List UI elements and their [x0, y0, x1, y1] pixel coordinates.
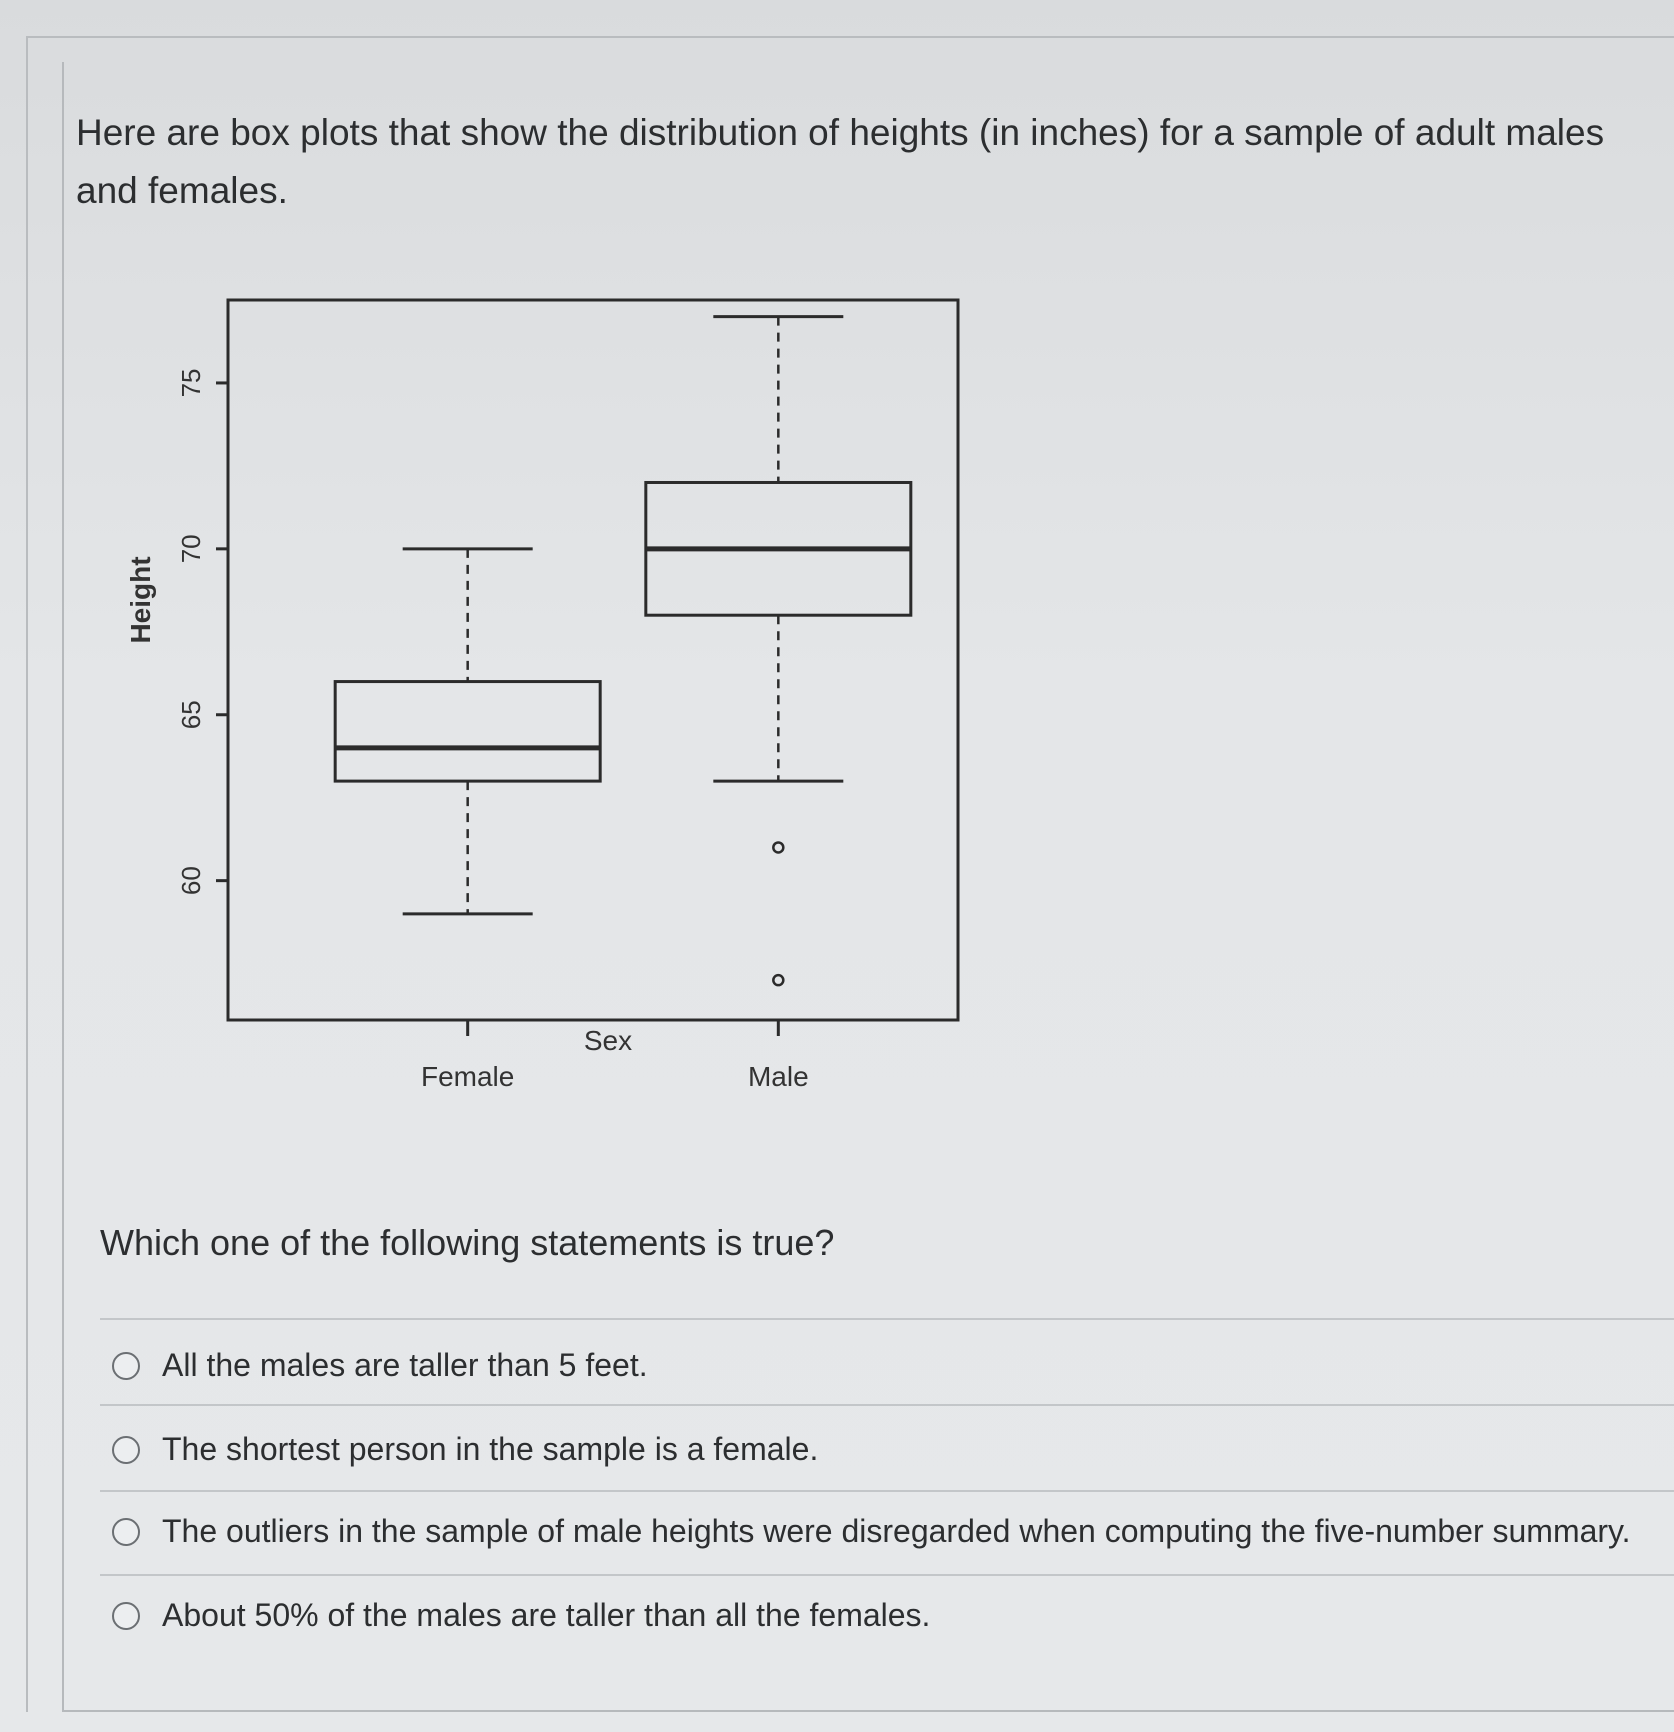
option-label: The outliers in the sample of male heights were disregarded when computing the five-number summary. [162, 1513, 1631, 1549]
question-prompt: Which one of the following statements is true? [100, 1222, 835, 1263]
y-tick-label: 70 [176, 534, 206, 564]
option-label: About 50% of the males are taller than all the females. [162, 1597, 931, 1633]
option-divider [100, 1490, 1674, 1492]
top-divider [26, 36, 1674, 38]
option-label: All the males are taller than 5 feet. [162, 1347, 648, 1383]
radio-button[interactable] [112, 1602, 140, 1630]
x-tick-label: Female [420, 1061, 515, 1092]
question-intro: Here are box plots that show the distribution of heights (in inches) for a sample of adult males and females. [76, 112, 1605, 211]
option-label: The shortest person in the sample is a female. [162, 1431, 819, 1467]
left-divider [26, 36, 28, 1712]
outlier-point [773, 975, 783, 985]
plot-frame [228, 300, 958, 1020]
radio-button[interactable] [112, 1352, 140, 1380]
answer-option-2[interactable] [112, 1431, 818, 1468]
x-axis-label: Sex [583, 1025, 633, 1056]
y-tick-label: 65 [176, 700, 206, 730]
option-divider [100, 1404, 1674, 1406]
boxplot-chart [100, 280, 980, 1180]
answer-option-3[interactable] [112, 1513, 1631, 1550]
option-divider [100, 1574, 1674, 1576]
outlier-point [773, 842, 783, 852]
option-divider [100, 1318, 1674, 1320]
y-tick-label: 75 [176, 368, 206, 398]
y-tick-label: 60 [176, 866, 206, 896]
radio-button[interactable] [112, 1436, 140, 1464]
x-tick-label: Male [747, 1061, 809, 1092]
answer-option-1[interactable] [112, 1347, 648, 1384]
radio-button[interactable] [112, 1518, 140, 1546]
y-axis-label: Height [125, 556, 156, 644]
iqr-box [335, 682, 600, 782]
answer-option-4[interactable] [112, 1597, 930, 1634]
